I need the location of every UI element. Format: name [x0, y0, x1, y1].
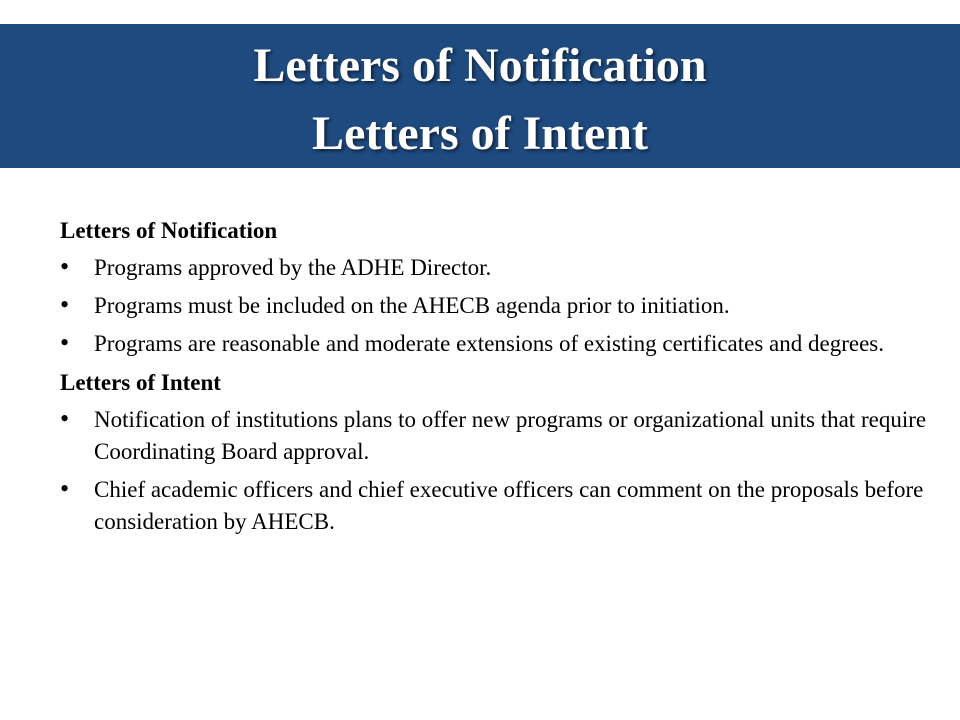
bullet-dot-icon: •: [60, 290, 70, 319]
section-heading-notification: Letters of Notification: [60, 218, 278, 243]
bullet-text: Chief academic officers and chief executive officers can comment on the proposals before consideration by AHECB.: [94, 477, 924, 534]
bullet-item: [60, 328, 930, 360]
intent-bullet-list: [60, 404, 930, 538]
slide-body: [60, 214, 930, 544]
bullet-item: [60, 404, 930, 468]
slide-title-line-2: Letters of Intent: [312, 107, 648, 160]
notification-bullet-list: [60, 252, 930, 360]
slide-title-line-1: Letters of Notification: [253, 39, 707, 92]
section-heading-intent: Letters of Intent: [60, 370, 221, 395]
bullet-dot-icon: •: [60, 252, 70, 281]
bullet-item: [60, 474, 930, 538]
bullet-text: Notification of institutions plans to offer new programs or organizational units that require Coordinating Board approval.: [94, 407, 927, 464]
bullet-dot-icon: •: [60, 474, 70, 503]
bullet-dot-icon: •: [60, 404, 70, 433]
bullet-text: Programs are reasonable and moderate extensions of existing certificates and degrees.: [94, 331, 884, 356]
bullet-item: [60, 252, 930, 284]
bullet-text: Programs approved by the ADHE Director.: [94, 255, 492, 280]
bullet-item: [60, 290, 930, 322]
bullet-dot-icon: •: [60, 328, 70, 357]
bullet-text: Programs must be included on the AHECB agenda prior to initiation.: [94, 293, 730, 318]
